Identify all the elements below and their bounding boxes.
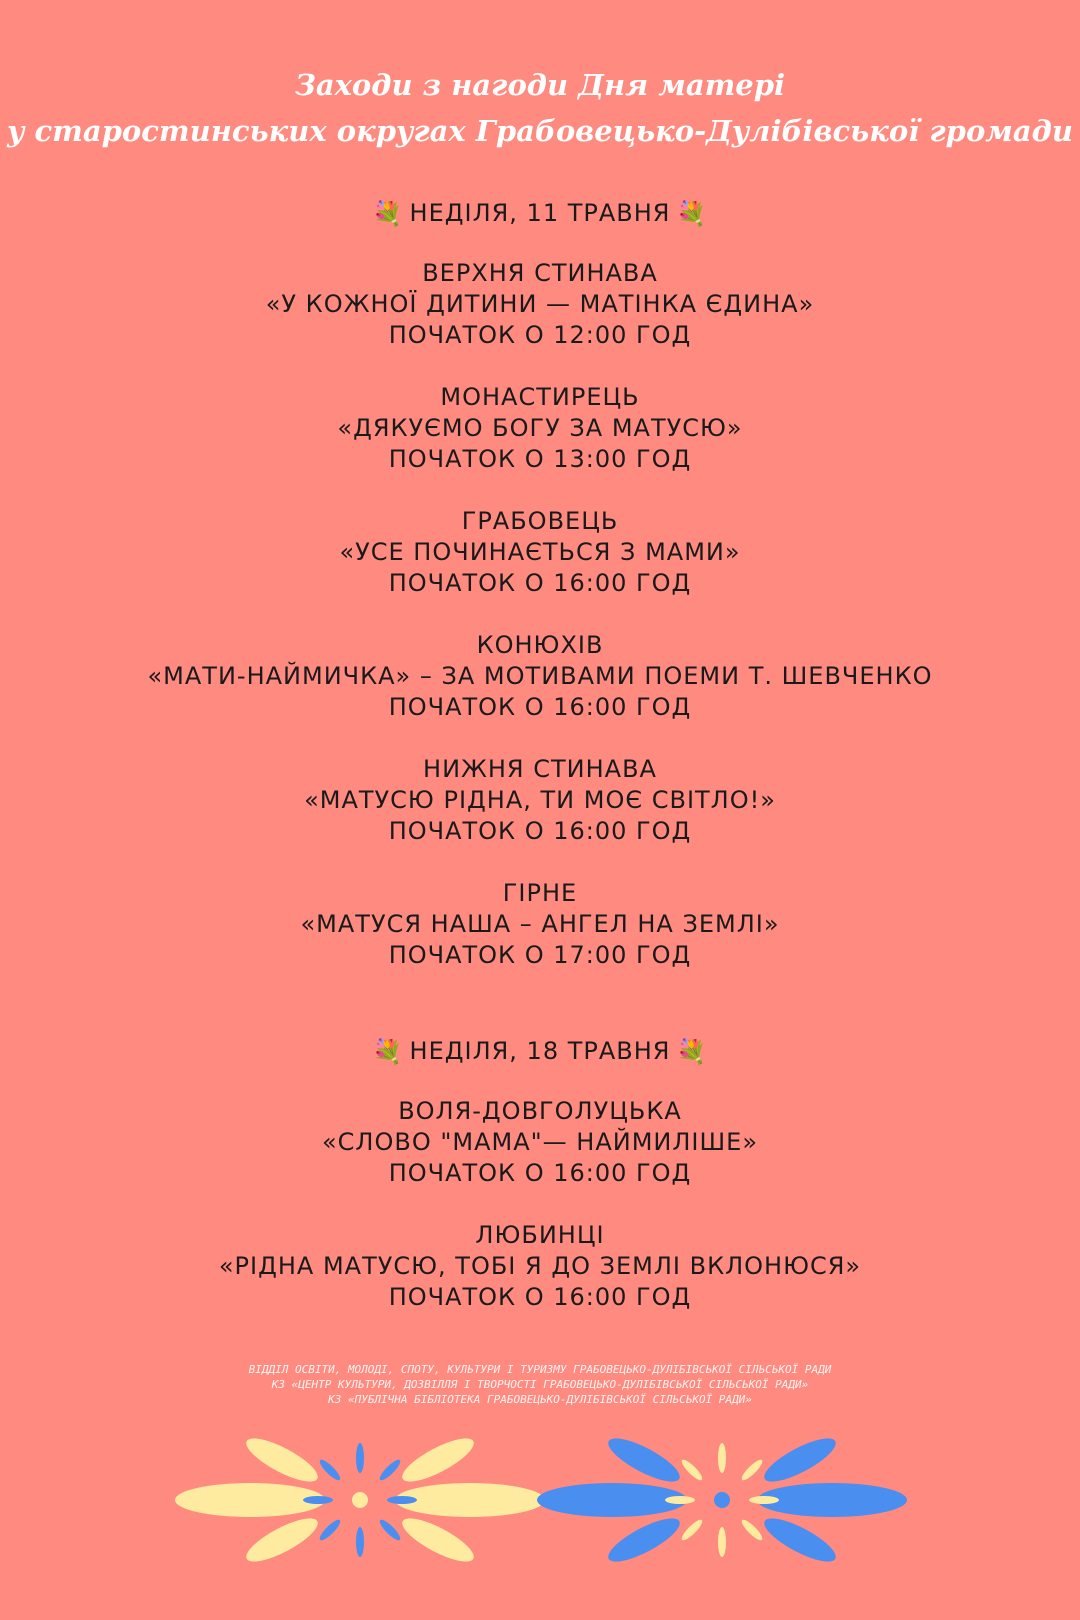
event-name: «МАТУСЮ РІДНА, ТИ МОЄ СВІТЛО!»: [304, 786, 776, 814]
event-item: [0, 630, 1080, 723]
event-item: [0, 1220, 1080, 1313]
event-place: МОНАСТИРЕЦЬ: [440, 383, 640, 411]
footer-line-2: КЗ «ЦЕНТР КУЛЬТУРИ, ДОЗВІЛЛЯ І ТВОРЧОСТІ ГРАБОВЕЦЬКО-ДУЛІБІВСЬКОЇ СІЛЬСЬКОЇ РАДИ»: [271, 1378, 809, 1391]
event-place: НИЖНЯ СТИНАВА: [423, 755, 657, 783]
event-name: «РІДНА МАТУСЮ, ТОБІ Я ДО ЗЕМЛІ ВКЛОНЮСЯ»: [218, 1252, 862, 1280]
event-item: [0, 258, 1080, 351]
event-time: ПОЧАТОК О 13:00 ГОД: [388, 445, 692, 473]
event-name: «УСЕ ПОЧИНАЄТЬСЯ З МАМИ»: [339, 538, 741, 566]
event-item: [0, 506, 1080, 599]
bouquet-icon: 💐: [676, 1038, 708, 1066]
event-time: ПОЧАТОК О 16:00 ГОД: [388, 693, 692, 721]
event-time: ПОЧАТОК О 16:00 ГОД: [388, 817, 692, 845]
title-line-1: Заходи з нагоди Дня матері: [294, 68, 786, 102]
day-heading-2: [0, 1036, 1080, 1067]
footer-line-1: ВІДДІЛ ОСВІТИ, МОЛОДІ, СПОТУ, КУЛЬТУРИ І ТУРИЗМУ ГРАБОВЕЦЬКО-ДУЛІБІВСЬКОЇ СІЛЬСЬКОЇ РАДИ: [248, 1363, 832, 1376]
day-label: НЕДІЛЯ, 18 ТРАВНЯ: [409, 1037, 671, 1065]
day-label: НЕДІЛЯ, 11 ТРАВНЯ: [409, 199, 671, 227]
event-time: ПОЧАТОК О 16:00 ГОД: [388, 569, 692, 597]
event-place: КОНЮХІВ: [476, 631, 604, 659]
bouquet-icon: 💐: [676, 200, 708, 228]
floral-ornament-icon: [0, 1425, 1080, 1575]
event-name: «ДЯКУЄМО БОГУ ЗА МАТУСЮ»: [337, 414, 743, 442]
event-name: «СЛОВО "МАМА"— НАЙМИЛІШЕ»: [321, 1128, 759, 1156]
event-item: [0, 1096, 1080, 1189]
bouquet-icon: 💐: [372, 200, 404, 228]
footer-line-3: КЗ «ПУБЛІЧНА БІБЛІОТЕКА ГРАБОВЕЦЬКО-ДУЛІБІВСЬКОЇ СІЛЬСЬКОЇ РАДИ»: [328, 1393, 752, 1406]
event-place: ВЕРХНЯ СТИНАВА: [422, 259, 658, 287]
event-name: «У КОЖНОЇ ДИТИНИ — МАТІНКА ЄДИНА»: [265, 290, 815, 318]
event-place: ВОЛЯ-ДОВГОЛУЦЬКА: [398, 1097, 682, 1125]
event-name: «МАТИ-НАЙМИЧКА» – ЗА МОТИВАМИ ПОЕМИ Т. ШЕВЧЕНКО: [147, 662, 933, 690]
organizers-footer: [0, 1362, 1080, 1407]
ornament-right: [537, 1431, 907, 1570]
event-time: ПОЧАТОК О 16:00 ГОД: [388, 1283, 692, 1311]
title-line-2: у старостинських округах Грабовецько-Дулібівської громади: [7, 114, 1073, 148]
event-time: ПОЧАТОК О 12:00 ГОД: [388, 321, 692, 349]
ornament-left: [175, 1431, 545, 1570]
event-place: ГРАБОВЕЦЬ: [461, 507, 619, 535]
poster-title: [0, 62, 1080, 154]
event-time: ПОЧАТОК О 17:00 ГОД: [388, 941, 692, 969]
event-place: ГІРНЕ: [502, 879, 578, 907]
day-heading-1: [0, 198, 1080, 229]
event-name: «МАТУСЯ НАША – АНГЕЛ НА ЗЕМЛІ»: [300, 910, 780, 938]
event-item: [0, 754, 1080, 847]
event-item: [0, 878, 1080, 971]
bouquet-icon: 💐: [372, 1038, 404, 1066]
event-time: ПОЧАТОК О 16:00 ГОД: [388, 1159, 692, 1187]
event-place: ЛЮБИНЦІ: [475, 1221, 605, 1249]
event-item: [0, 382, 1080, 475]
